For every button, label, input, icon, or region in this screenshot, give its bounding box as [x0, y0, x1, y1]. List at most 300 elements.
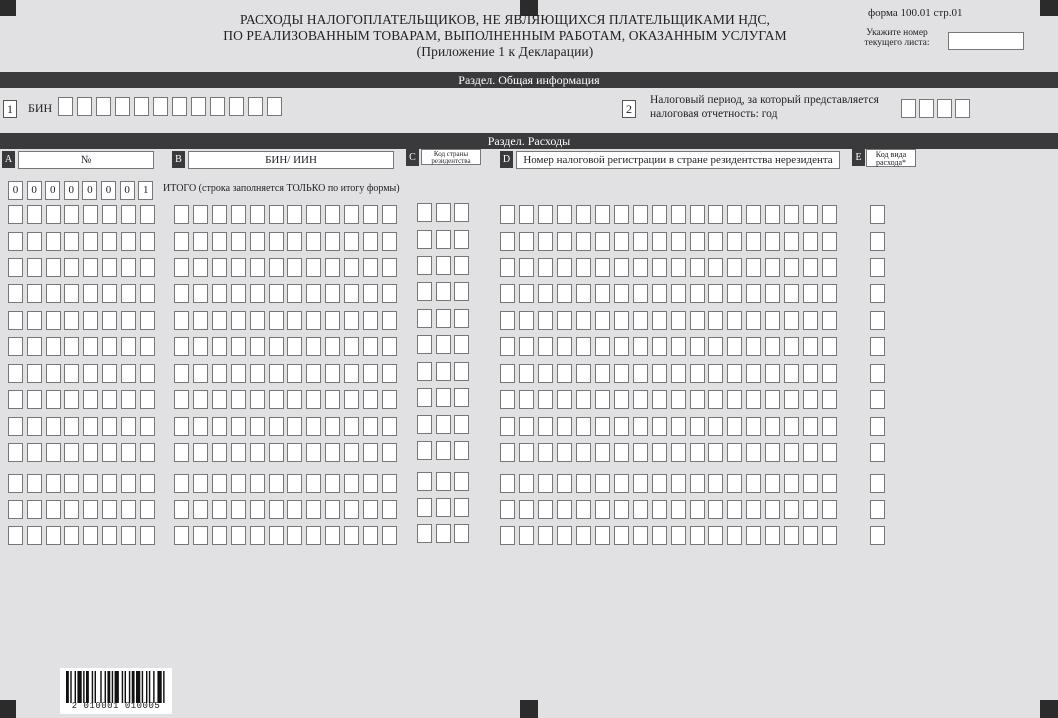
row-tax-registration-cell[interactable] — [614, 390, 629, 409]
row-number-cell[interactable] — [46, 337, 61, 356]
bin-digit-cell[interactable] — [172, 97, 187, 116]
row-tax-registration-cell[interactable] — [690, 526, 705, 545]
row-country-code-cell[interactable] — [454, 309, 469, 328]
row-number-cell[interactable] — [46, 474, 61, 493]
row-tax-registration-cell[interactable] — [803, 500, 818, 519]
row-bin-iin-cell[interactable] — [231, 232, 246, 251]
row-tax-registration-cell[interactable] — [822, 311, 837, 330]
row-bin-iin-cell[interactable] — [325, 311, 340, 330]
row-number-cell[interactable] — [27, 417, 42, 436]
row-tax-registration-cell[interactable] — [746, 474, 761, 493]
row-number-cell[interactable] — [121, 390, 136, 409]
row-number-cell[interactable] — [121, 417, 136, 436]
row-tax-registration-cell[interactable] — [690, 390, 705, 409]
row-tax-registration-cell[interactable] — [671, 417, 686, 436]
bin-digit-cell[interactable] — [248, 97, 263, 116]
row-tax-registration-cell[interactable] — [652, 205, 667, 224]
row-tax-registration-cell[interactable] — [727, 284, 742, 303]
row-tax-registration-cell[interactable] — [595, 474, 610, 493]
row-bin-iin-cell[interactable] — [382, 443, 397, 462]
row-tax-registration-cell[interactable] — [671, 311, 686, 330]
row-number-cell[interactable] — [121, 337, 136, 356]
row-bin-iin-cell[interactable] — [269, 500, 284, 519]
row-number-cell[interactable] — [140, 311, 155, 330]
row-tax-registration-cell[interactable] — [595, 311, 610, 330]
row-bin-iin-cell[interactable] — [250, 284, 265, 303]
row-expense-code-cell[interactable] — [870, 364, 885, 383]
row-bin-iin-cell[interactable] — [306, 205, 321, 224]
row-bin-iin-cell[interactable] — [269, 258, 284, 277]
row-number-cell[interactable] — [121, 284, 136, 303]
row-country-code-cell[interactable] — [436, 282, 451, 301]
row-bin-iin-cell[interactable] — [231, 364, 246, 383]
row-tax-registration-cell[interactable] — [690, 232, 705, 251]
row-bin-iin-cell[interactable] — [287, 526, 302, 545]
bin-digit-cell[interactable] — [115, 97, 130, 116]
row-expense-code-cell[interactable] — [870, 417, 885, 436]
row-number-cell[interactable] — [64, 337, 79, 356]
row-bin-iin-cell[interactable] — [325, 417, 340, 436]
row-tax-registration-cell[interactable] — [746, 337, 761, 356]
row-number-cell[interactable] — [102, 500, 117, 519]
row-bin-iin-cell[interactable] — [269, 390, 284, 409]
row-tax-registration-cell[interactable] — [500, 526, 515, 545]
row-bin-iin-cell[interactable] — [212, 390, 227, 409]
row-tax-registration-cell[interactable] — [519, 390, 534, 409]
row-tax-registration-cell[interactable] — [671, 258, 686, 277]
row-bin-iin-cell[interactable] — [174, 417, 189, 436]
row-tax-registration-cell[interactable] — [822, 443, 837, 462]
row-bin-iin-cell[interactable] — [344, 500, 359, 519]
row-number-cell[interactable] — [83, 258, 98, 277]
row-tax-registration-cell[interactable] — [690, 364, 705, 383]
row-tax-registration-cell[interactable] — [746, 443, 761, 462]
row-tax-registration-cell[interactable] — [519, 417, 534, 436]
row-bin-iin-cell[interactable] — [212, 311, 227, 330]
row-tax-registration-cell[interactable] — [822, 284, 837, 303]
row-bin-iin-cell[interactable] — [382, 364, 397, 383]
row-tax-registration-cell[interactable] — [519, 474, 534, 493]
row-tax-registration-cell[interactable] — [652, 258, 667, 277]
row-number-cell[interactable] — [102, 474, 117, 493]
row-country-code-cell[interactable] — [454, 388, 469, 407]
row-country-code-cell[interactable] — [417, 335, 432, 354]
row-tax-registration-cell[interactable] — [500, 205, 515, 224]
row-number-cell[interactable] — [140, 232, 155, 251]
row-tax-registration-cell[interactable] — [652, 284, 667, 303]
row-bin-iin-cell[interactable] — [325, 205, 340, 224]
row-bin-iin-cell[interactable] — [325, 474, 340, 493]
row-bin-iin-cell[interactable] — [212, 205, 227, 224]
row-tax-registration-cell[interactable] — [784, 311, 799, 330]
row-tax-registration-cell[interactable] — [557, 284, 572, 303]
row-country-code-cell[interactable] — [417, 441, 432, 460]
row-tax-registration-cell[interactable] — [822, 258, 837, 277]
row-tax-registration-cell[interactable] — [708, 311, 723, 330]
row-tax-registration-cell[interactable] — [784, 417, 799, 436]
row-bin-iin-cell[interactable] — [344, 526, 359, 545]
bin-digit-cell[interactable] — [77, 97, 92, 116]
row-tax-registration-cell[interactable] — [822, 526, 837, 545]
row-number-cell[interactable] — [102, 258, 117, 277]
row-tax-registration-cell[interactable] — [690, 474, 705, 493]
row-bin-iin-cell[interactable] — [174, 364, 189, 383]
row-number-cell[interactable] — [27, 284, 42, 303]
row-number-cell[interactable] — [46, 417, 61, 436]
row-tax-registration-cell[interactable] — [746, 417, 761, 436]
row-tax-registration-cell[interactable] — [784, 364, 799, 383]
row-bin-iin-cell[interactable] — [344, 364, 359, 383]
row-bin-iin-cell[interactable] — [269, 443, 284, 462]
row-tax-registration-cell[interactable] — [500, 390, 515, 409]
row-tax-registration-cell[interactable] — [614, 311, 629, 330]
row-tax-registration-cell[interactable] — [633, 417, 648, 436]
row-tax-registration-cell[interactable] — [538, 443, 553, 462]
row-bin-iin-cell[interactable] — [193, 364, 208, 383]
row-tax-registration-cell[interactable] — [614, 232, 629, 251]
row-tax-registration-cell[interactable] — [727, 417, 742, 436]
row-tax-registration-cell[interactable] — [727, 232, 742, 251]
row-bin-iin-cell[interactable] — [363, 232, 378, 251]
row-tax-registration-cell[interactable] — [803, 390, 818, 409]
row-bin-iin-cell[interactable] — [174, 232, 189, 251]
row-number-cell[interactable] — [8, 284, 23, 303]
row-tax-registration-cell[interactable] — [538, 500, 553, 519]
row-number-cell[interactable] — [8, 526, 23, 545]
row-tax-registration-cell[interactable] — [746, 526, 761, 545]
row-country-code-cell[interactable] — [436, 256, 451, 275]
row-tax-registration-cell[interactable] — [652, 500, 667, 519]
row-number-cell[interactable] — [83, 364, 98, 383]
row-tax-registration-cell[interactable] — [614, 417, 629, 436]
row-number-cell[interactable] — [46, 284, 61, 303]
row-number-cell[interactable] — [46, 526, 61, 545]
row-bin-iin-cell[interactable] — [325, 390, 340, 409]
row-tax-registration-cell[interactable] — [671, 443, 686, 462]
row-tax-registration-cell[interactable] — [576, 284, 591, 303]
row-tax-registration-cell[interactable] — [727, 311, 742, 330]
row-number-cell[interactable] — [83, 417, 98, 436]
row-bin-iin-cell[interactable] — [250, 526, 265, 545]
row-bin-iin-cell[interactable] — [363, 337, 378, 356]
row-bin-iin-cell[interactable] — [174, 390, 189, 409]
bin-digit-cell[interactable] — [134, 97, 149, 116]
row-bin-iin-cell[interactable] — [382, 474, 397, 493]
row-tax-registration-cell[interactable] — [671, 474, 686, 493]
row-bin-iin-cell[interactable] — [212, 284, 227, 303]
tax-year-digit-cell[interactable] — [901, 99, 916, 118]
row-bin-iin-cell[interactable] — [287, 474, 302, 493]
row-number-cell[interactable] — [8, 500, 23, 519]
row-number-cell[interactable] — [8, 364, 23, 383]
row-bin-iin-cell[interactable] — [231, 474, 246, 493]
row-number-cell[interactable] — [64, 526, 79, 545]
row-tax-registration-cell[interactable] — [822, 500, 837, 519]
row-tax-registration-cell[interactable] — [614, 284, 629, 303]
row-tax-registration-cell[interactable] — [784, 337, 799, 356]
row-bin-iin-cell[interactable] — [212, 526, 227, 545]
row-bin-iin-cell[interactable] — [193, 311, 208, 330]
row-number-cell[interactable] — [83, 443, 98, 462]
row-tax-registration-cell[interactable] — [519, 364, 534, 383]
row-tax-registration-cell[interactable] — [576, 500, 591, 519]
row-number-cell[interactable] — [8, 443, 23, 462]
row-number-cell[interactable] — [102, 232, 117, 251]
row-tax-registration-cell[interactable] — [803, 258, 818, 277]
row-bin-iin-cell[interactable] — [212, 232, 227, 251]
row-bin-iin-cell[interactable] — [250, 205, 265, 224]
row-tax-registration-cell[interactable] — [803, 474, 818, 493]
row-bin-iin-cell[interactable] — [306, 443, 321, 462]
row-tax-registration-cell[interactable] — [727, 205, 742, 224]
row-tax-registration-cell[interactable] — [633, 311, 648, 330]
row-number-cell[interactable] — [83, 232, 98, 251]
row-bin-iin-cell[interactable] — [363, 417, 378, 436]
row-expense-code-cell[interactable] — [870, 205, 885, 224]
row-number-cell[interactable] — [64, 258, 79, 277]
row-tax-registration-cell[interactable] — [614, 500, 629, 519]
row-tax-registration-cell[interactable] — [784, 474, 799, 493]
row-bin-iin-cell[interactable] — [269, 232, 284, 251]
row-bin-iin-cell[interactable] — [382, 390, 397, 409]
row-tax-registration-cell[interactable] — [633, 443, 648, 462]
row-bin-iin-cell[interactable] — [325, 337, 340, 356]
row-tax-registration-cell[interactable] — [765, 337, 780, 356]
row-bin-iin-cell[interactable] — [212, 500, 227, 519]
row-number-cell[interactable] — [102, 443, 117, 462]
row-country-code-cell[interactable] — [436, 230, 451, 249]
row-tax-registration-cell[interactable] — [500, 284, 515, 303]
row-tax-registration-cell[interactable] — [746, 205, 761, 224]
row-tax-registration-cell[interactable] — [633, 205, 648, 224]
row-bin-iin-cell[interactable] — [344, 337, 359, 356]
row-tax-registration-cell[interactable] — [576, 337, 591, 356]
row-tax-registration-cell[interactable] — [652, 364, 667, 383]
row-bin-iin-cell[interactable] — [193, 232, 208, 251]
row-tax-registration-cell[interactable] — [708, 443, 723, 462]
row-country-code-cell[interactable] — [454, 335, 469, 354]
row-tax-registration-cell[interactable] — [727, 258, 742, 277]
row-expense-code-cell[interactable] — [870, 390, 885, 409]
row-number-cell[interactable] — [27, 311, 42, 330]
row-tax-registration-cell[interactable] — [557, 364, 572, 383]
row-tax-registration-cell[interactable] — [500, 443, 515, 462]
row-bin-iin-cell[interactable] — [344, 390, 359, 409]
row-tax-registration-cell[interactable] — [746, 232, 761, 251]
row-country-code-cell[interactable] — [454, 498, 469, 517]
row-tax-registration-cell[interactable] — [557, 500, 572, 519]
row-country-code-cell[interactable] — [436, 309, 451, 328]
row-tax-registration-cell[interactable] — [708, 258, 723, 277]
row-bin-iin-cell[interactable] — [193, 284, 208, 303]
row-bin-iin-cell[interactable] — [287, 311, 302, 330]
row-bin-iin-cell[interactable] — [212, 364, 227, 383]
row-expense-code-cell[interactable] — [870, 232, 885, 251]
row-bin-iin-cell[interactable] — [250, 258, 265, 277]
row-bin-iin-cell[interactable] — [269, 337, 284, 356]
row-bin-iin-cell[interactable] — [382, 500, 397, 519]
row-tax-registration-cell[interactable] — [652, 443, 667, 462]
row-tax-registration-cell[interactable] — [576, 258, 591, 277]
row-tax-registration-cell[interactable] — [557, 417, 572, 436]
tax-year-digit-cell[interactable] — [937, 99, 952, 118]
row-country-code-cell[interactable] — [454, 415, 469, 434]
row-tax-registration-cell[interactable] — [538, 390, 553, 409]
row-bin-iin-cell[interactable] — [306, 500, 321, 519]
row-tax-registration-cell[interactable] — [671, 205, 686, 224]
row-tax-registration-cell[interactable] — [803, 526, 818, 545]
row-country-code-cell[interactable] — [436, 498, 451, 517]
row-bin-iin-cell[interactable] — [287, 443, 302, 462]
row-bin-iin-cell[interactable] — [363, 311, 378, 330]
row-tax-registration-cell[interactable] — [822, 232, 837, 251]
row-tax-registration-cell[interactable] — [708, 364, 723, 383]
row-tax-registration-cell[interactable] — [519, 311, 534, 330]
row-bin-iin-cell[interactable] — [174, 258, 189, 277]
row-tax-registration-cell[interactable] — [765, 284, 780, 303]
row-tax-registration-cell[interactable] — [652, 232, 667, 251]
row-tax-registration-cell[interactable] — [690, 205, 705, 224]
row-tax-registration-cell[interactable] — [500, 417, 515, 436]
row-tax-registration-cell[interactable] — [576, 311, 591, 330]
row-bin-iin-cell[interactable] — [250, 390, 265, 409]
row-tax-registration-cell[interactable] — [633, 258, 648, 277]
row-bin-iin-cell[interactable] — [174, 443, 189, 462]
row-tax-registration-cell[interactable] — [538, 284, 553, 303]
row-number-cell[interactable] — [102, 364, 117, 383]
row-bin-iin-cell[interactable] — [287, 417, 302, 436]
row-expense-code-cell[interactable] — [870, 526, 885, 545]
row-bin-iin-cell[interactable] — [269, 526, 284, 545]
row-bin-iin-cell[interactable] — [250, 417, 265, 436]
row-bin-iin-cell[interactable] — [325, 526, 340, 545]
row-tax-registration-cell[interactable] — [727, 364, 742, 383]
row-number-cell[interactable] — [83, 474, 98, 493]
row-tax-registration-cell[interactable] — [595, 205, 610, 224]
row-bin-iin-cell[interactable] — [344, 258, 359, 277]
bin-digit-cell[interactable] — [153, 97, 168, 116]
row-tax-registration-cell[interactable] — [576, 390, 591, 409]
row-tax-registration-cell[interactable] — [822, 474, 837, 493]
row-country-code-cell[interactable] — [436, 524, 451, 543]
row-number-cell[interactable] — [121, 526, 136, 545]
row-tax-registration-cell[interactable] — [784, 500, 799, 519]
row-tax-registration-cell[interactable] — [576, 205, 591, 224]
row-bin-iin-cell[interactable] — [344, 311, 359, 330]
row-country-code-cell[interactable] — [417, 256, 432, 275]
row-tax-registration-cell[interactable] — [557, 474, 572, 493]
row-tax-registration-cell[interactable] — [708, 417, 723, 436]
row-country-code-cell[interactable] — [417, 415, 432, 434]
row-number-cell[interactable] — [83, 205, 98, 224]
row-number-cell[interactable] — [46, 364, 61, 383]
row-number-cell[interactable] — [27, 364, 42, 383]
row-number-cell[interactable] — [64, 205, 79, 224]
row-tax-registration-cell[interactable] — [652, 390, 667, 409]
row-tax-registration-cell[interactable] — [576, 526, 591, 545]
row-country-code-cell[interactable] — [417, 524, 432, 543]
row-country-code-cell[interactable] — [454, 362, 469, 381]
row-number-cell[interactable] — [140, 443, 155, 462]
row-tax-registration-cell[interactable] — [500, 232, 515, 251]
row-tax-registration-cell[interactable] — [784, 205, 799, 224]
row-tax-registration-cell[interactable] — [633, 337, 648, 356]
row-number-cell[interactable] — [46, 311, 61, 330]
row-tax-registration-cell[interactable] — [538, 364, 553, 383]
row-tax-registration-cell[interactable] — [671, 500, 686, 519]
row-number-cell[interactable] — [64, 311, 79, 330]
row-tax-registration-cell[interactable] — [690, 258, 705, 277]
row-tax-registration-cell[interactable] — [557, 443, 572, 462]
row-bin-iin-cell[interactable] — [287, 258, 302, 277]
row-tax-registration-cell[interactable] — [576, 364, 591, 383]
row-tax-registration-cell[interactable] — [557, 205, 572, 224]
row-bin-iin-cell[interactable] — [306, 284, 321, 303]
row-number-cell[interactable] — [121, 364, 136, 383]
row-number-cell[interactable] — [140, 205, 155, 224]
row-bin-iin-cell[interactable] — [363, 390, 378, 409]
row-number-cell[interactable] — [140, 417, 155, 436]
row-number-cell[interactable] — [8, 311, 23, 330]
row-tax-registration-cell[interactable] — [746, 390, 761, 409]
row-tax-registration-cell[interactable] — [671, 364, 686, 383]
row-tax-registration-cell[interactable] — [557, 311, 572, 330]
row-tax-registration-cell[interactable] — [633, 364, 648, 383]
bin-digit-cell[interactable] — [96, 97, 111, 116]
row-tax-registration-cell[interactable] — [765, 364, 780, 383]
row-number-cell[interactable] — [121, 258, 136, 277]
row-bin-iin-cell[interactable] — [250, 337, 265, 356]
row-bin-iin-cell[interactable] — [269, 284, 284, 303]
row-bin-iin-cell[interactable] — [325, 232, 340, 251]
row-tax-registration-cell[interactable] — [595, 417, 610, 436]
row-bin-iin-cell[interactable] — [174, 500, 189, 519]
row-tax-registration-cell[interactable] — [500, 337, 515, 356]
row-tax-registration-cell[interactable] — [671, 232, 686, 251]
row-country-code-cell[interactable] — [436, 415, 451, 434]
row-bin-iin-cell[interactable] — [344, 284, 359, 303]
row-expense-code-cell[interactable] — [870, 258, 885, 277]
row-bin-iin-cell[interactable] — [174, 337, 189, 356]
row-tax-registration-cell[interactable] — [765, 526, 780, 545]
row-tax-registration-cell[interactable] — [500, 311, 515, 330]
row-expense-code-cell[interactable] — [870, 284, 885, 303]
row-bin-iin-cell[interactable] — [363, 474, 378, 493]
row-tax-registration-cell[interactable] — [500, 500, 515, 519]
row-tax-registration-cell[interactable] — [614, 258, 629, 277]
row-tax-registration-cell[interactable] — [614, 364, 629, 383]
row-bin-iin-cell[interactable] — [250, 443, 265, 462]
row-tax-registration-cell[interactable] — [690, 311, 705, 330]
row-country-code-cell[interactable] — [436, 388, 451, 407]
row-bin-iin-cell[interactable] — [363, 500, 378, 519]
row-bin-iin-cell[interactable] — [344, 443, 359, 462]
row-country-code-cell[interactable] — [436, 472, 451, 491]
row-bin-iin-cell[interactable] — [382, 205, 397, 224]
row-bin-iin-cell[interactable] — [212, 417, 227, 436]
row-bin-iin-cell[interactable] — [250, 500, 265, 519]
row-bin-iin-cell[interactable] — [306, 390, 321, 409]
row-bin-iin-cell[interactable] — [231, 205, 246, 224]
row-tax-registration-cell[interactable] — [500, 364, 515, 383]
row-bin-iin-cell[interactable] — [325, 284, 340, 303]
row-tax-registration-cell[interactable] — [690, 443, 705, 462]
row-tax-registration-cell[interactable] — [708, 284, 723, 303]
row-bin-iin-cell[interactable] — [363, 205, 378, 224]
row-number-cell[interactable] — [46, 232, 61, 251]
row-tax-registration-cell[interactable] — [784, 443, 799, 462]
row-tax-registration-cell[interactable] — [727, 474, 742, 493]
